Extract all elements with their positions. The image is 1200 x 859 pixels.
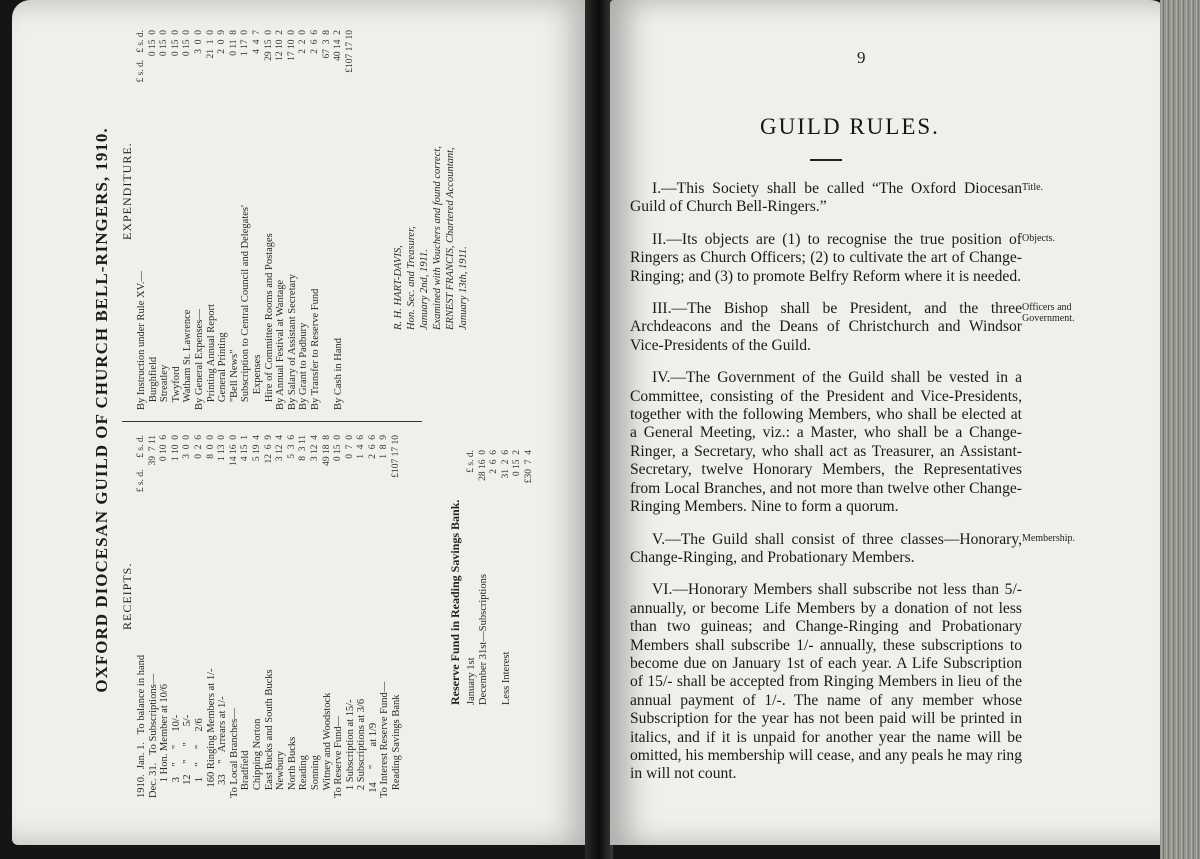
reserve-amounts [466, 450, 536, 530]
expenditure-amount: 0 15 0 [182, 30, 193, 57]
margin-note: Title. [1022, 182, 1044, 193]
expenditure-amount: 29 15 0 [263, 30, 274, 61]
expenditure-line: Hire of Committee Rooms and Postages [263, 233, 275, 410]
expenditure-amount: 67 3 8 [321, 30, 332, 59]
expenditure-amount: 0 15 0 [170, 30, 181, 57]
expenditure-line: Subscription to Central Council and Delegates' [240, 205, 252, 410]
expenditure-amount: 0 15 0 [147, 30, 158, 57]
reserve-line [489, 574, 501, 705]
receipts-lines [136, 655, 403, 798]
reserve-amount: 31 2 6 [500, 450, 511, 479]
page-number: 9 [857, 48, 866, 67]
receipt-line: 12 " " 5/- [182, 714, 194, 798]
right-page [610, 0, 1170, 845]
receipt-line: 3 " " 10/- [170, 714, 182, 798]
expenditure-amount: 4 4 7 [251, 30, 262, 54]
signature-line: January 13th, 1911. [458, 246, 469, 330]
receipt-amount: 12 6 9 [263, 435, 274, 464]
rule-paragraph: V.—The Guild shall consist of three classes—Honorary, Change-Ringing, and Probationary Members. [630, 530, 1022, 566]
signature-line: Examined with Vouchers and found correct, [432, 146, 443, 330]
receipts-amounts [136, 435, 403, 565]
reserve-amount: 28 16 0 [477, 450, 488, 481]
signature-line: ERNEST FRANCIS, Chartered Accountant, [445, 147, 456, 330]
receipt-amount: 3 12 4 [309, 435, 320, 462]
receipt-line: Reading [298, 755, 310, 798]
expenditure-heading: EXPENDITURE. [120, 142, 134, 240]
reserve-amount: 0 15 2 [512, 450, 523, 477]
signature-line: January 2nd, 1911. [419, 249, 430, 330]
receipt-line: To Local Branches— [228, 708, 240, 798]
page-edges [1160, 0, 1200, 859]
receipt-line: 1910. Jan. 1. To balance in hand [136, 654, 147, 798]
page-title: GUILD RULES. [760, 114, 940, 139]
expenditure-amount: 1 17 0 [240, 30, 251, 57]
margin-note: Objects. [1022, 233, 1056, 244]
accounts-statement [92, 20, 592, 800]
receipt-line: Chipping Norton [251, 718, 263, 798]
receipt-amount: 5 3 6 [286, 435, 297, 459]
expenditure-amount: 17 10 0 [286, 30, 297, 61]
receipt-amount: 0 15 0 [333, 435, 344, 462]
rule-paragraph: I.—This Society shall be called “The Oxford Diocesan Guild of Church Bell-Ringers.” [630, 180, 1022, 216]
receipt-line: Dec. 31. To Subscriptions— [147, 673, 159, 798]
receipt-line: 1 " " 2/6 [193, 718, 205, 798]
expenditure-amount: 3 0 0 [193, 30, 204, 54]
margin-note: Membership. [1022, 533, 1076, 544]
expenditure-amount: 12 10 2 [275, 30, 286, 61]
receipt-amount: 1 4 6 [356, 435, 367, 459]
expenditure-line: Watham St. Lawrence [182, 309, 194, 410]
expenditure-line [322, 205, 334, 410]
expenditure-lines [136, 205, 345, 410]
receipt-line: 33 " Arrears at 1/- [217, 696, 229, 798]
reserve-line: Less Interest [500, 651, 512, 705]
receipt-line: North Bucks [286, 736, 298, 798]
expenditure-line: By General Expenses— [193, 309, 205, 410]
accounts-title: OXFORD DIOCESAN GUILD OF CHURCH BELL-RINGERS, 1910. [92, 127, 111, 693]
left-page [12, 0, 592, 845]
expenditure-line: General Printing [217, 332, 229, 410]
expenditure-amount: 0 11 8 [228, 30, 239, 56]
receipt-line: Newbury [275, 751, 287, 798]
receipt-amount: 0 2 6 [193, 435, 204, 459]
receipt-line: 1 Hon. Member at 10/6 [159, 683, 171, 798]
rule-paragraph: III.—The Bishop shall be President, and the three Archdeacons and the Deans of Christchurch and Windsor Vice-Presidents of the Guild. [630, 300, 1022, 354]
rule-paragraph: IV.—The Government of the Guild shall be vested in a Committee, consisting of the President and Vice-Presidents, together with the following Members, who shall be elected at a General Meeting, viz.: a Master, who shall be a Change-Ringer, a Secretary, who shall act as Treasurer, an Assistant-Secretary, twelve Honorary Members, the Representatives from Local Branches, and not more than twelve other Change-Ringing Members. Nine to form a quorum. [630, 369, 1022, 516]
expenditure-amount: 21 1 0 [205, 30, 216, 59]
signature-line: R. H. HART-DAVIS, [393, 245, 404, 330]
expenditure-amount: £ s. d. £ s. d. [136, 30, 146, 83]
receipt-amount: 5 19 4 [251, 435, 262, 462]
receipt-line: Reading Savings Bank [391, 694, 403, 798]
receipts-heading: RECEIPTS. [120, 562, 134, 630]
receipt-line: Bradfield [240, 750, 252, 798]
receipt-line: East Bucks and South Bucks [263, 669, 275, 798]
expenditure-amounts [136, 30, 356, 160]
receipt-amount: 0 10 6 [159, 435, 170, 462]
expenditure-amount: 0 15 0 [159, 30, 170, 57]
expenditure-line: By Transfer to Reserve Fund [309, 288, 321, 410]
expenditure-line: By Grant to Padbury [298, 322, 310, 410]
expenditure-amount: £107 17 10 [344, 30, 355, 73]
expenditure-line: Streatley [159, 364, 171, 410]
expenditure-line: By Annual Festival at Wantage [275, 279, 287, 410]
receipt-amount: 3 12 4 [275, 435, 286, 462]
receipt-amount: 39 7 11 [147, 435, 158, 466]
title-rule [810, 159, 842, 161]
receipt-amount: 0 7 0 [344, 435, 355, 459]
rules-list [630, 180, 1022, 798]
receipt-amount: 4 15 1 [240, 435, 251, 462]
expenditure-line: Printing Annual Report [205, 304, 217, 410]
receipt-line: 2 Subscriptions at 3/6 [356, 698, 368, 798]
receipt-amount: £107 17 10 [391, 435, 402, 478]
expenditure-line: "Bell News" [228, 349, 240, 410]
expenditure-line: By Salary of Assistant Secretary [286, 274, 298, 410]
receipt-amount: 49 18 8 [321, 435, 332, 466]
receipt-line: 1 Subscription at 15/- [344, 699, 356, 798]
reserve-amount: £30 7 4 [523, 450, 534, 484]
receipt-amount: 1 8 9 [379, 435, 390, 459]
rule-paragraph: II.—Its objects are (1) to recognise the true position of Ringers as Church Officers; (2) to cultivate the art of Change-Ringing; and (3) to promote Belfry Reform where it is needed. [630, 230, 1022, 285]
expenditure-line: By Cash in Hand [333, 337, 345, 410]
expenditure-amount: 2 0 9 [217, 30, 228, 54]
expenditure-line: Twyford [170, 366, 182, 410]
receipt-line: 160 Ringing Members at 1/- [205, 668, 217, 798]
reserve-line: January 1st [466, 657, 477, 705]
receipt-line: Witney and Woodstock [321, 692, 333, 798]
receipt-amount: 1 10 0 [170, 435, 181, 462]
reserve-amount: 2 6 6 [489, 450, 500, 474]
receipt-amount: 3 0 0 [182, 435, 193, 459]
receipt-amount: 1 13 0 [217, 435, 228, 462]
reserve-lines [466, 574, 512, 705]
receipt-amount: £ s. d. £ s. d. [136, 435, 146, 493]
receipt-line: To Reserve Fund— [333, 715, 345, 798]
expenditure-line: By Instruction under Rule XV.— [136, 271, 147, 410]
expenditure-amount: 2 6 6 [309, 30, 320, 54]
receipt-line: To Interest Reserve Fund— [379, 681, 391, 798]
receipt-amount: 8 0 0 [205, 435, 216, 459]
receipt-line: 14 " at 1/9 [367, 722, 379, 798]
book-gutter [585, 0, 613, 859]
receipt-amount: 2 6 6 [367, 435, 378, 459]
signature-line: Hon. Sec. and Treasurer, [406, 226, 417, 330]
receipt-line: Sonning [309, 755, 321, 798]
signature-block [392, 146, 470, 330]
margin-note: Officers and Government. [1022, 302, 1075, 324]
expenditure-amount: 2 2 0 [298, 30, 309, 54]
reserve-line: December 31st—Subscriptions [477, 574, 489, 705]
column-divider [122, 421, 422, 422]
reserve-amount: £ s. d. [466, 450, 476, 473]
reserve-heading: Reserve Fund in Reading Savings Bank. [448, 499, 462, 705]
expenditure-line: Burghfield [147, 356, 159, 410]
receipt-amount: 8 3 11 [298, 435, 309, 461]
expenditure-amount: 40 14 2 [333, 30, 344, 61]
expenditure-line: Expenses [251, 354, 263, 410]
receipt-amount: 14 16 0 [228, 435, 239, 466]
rule-paragraph: VI.—Honorary Members shall subscribe not less than 5/- annually, or become Life Members by a donation of not less than two guineas; and Change-Ringing and Probationary Members shall subscribe 1/- annually, these subscriptions to become due on January 1st of each year. A Life Subscription of 15/- shall be accepted from Ringing Members in lieu of the annual payment of 1/-. The name of any member whose Subscription for the year has not been paid will be printed in italics, and if it is unpaid for another year the name will be omitted, his membership will cease, and any peals he may ring in will not count. [630, 581, 1022, 783]
